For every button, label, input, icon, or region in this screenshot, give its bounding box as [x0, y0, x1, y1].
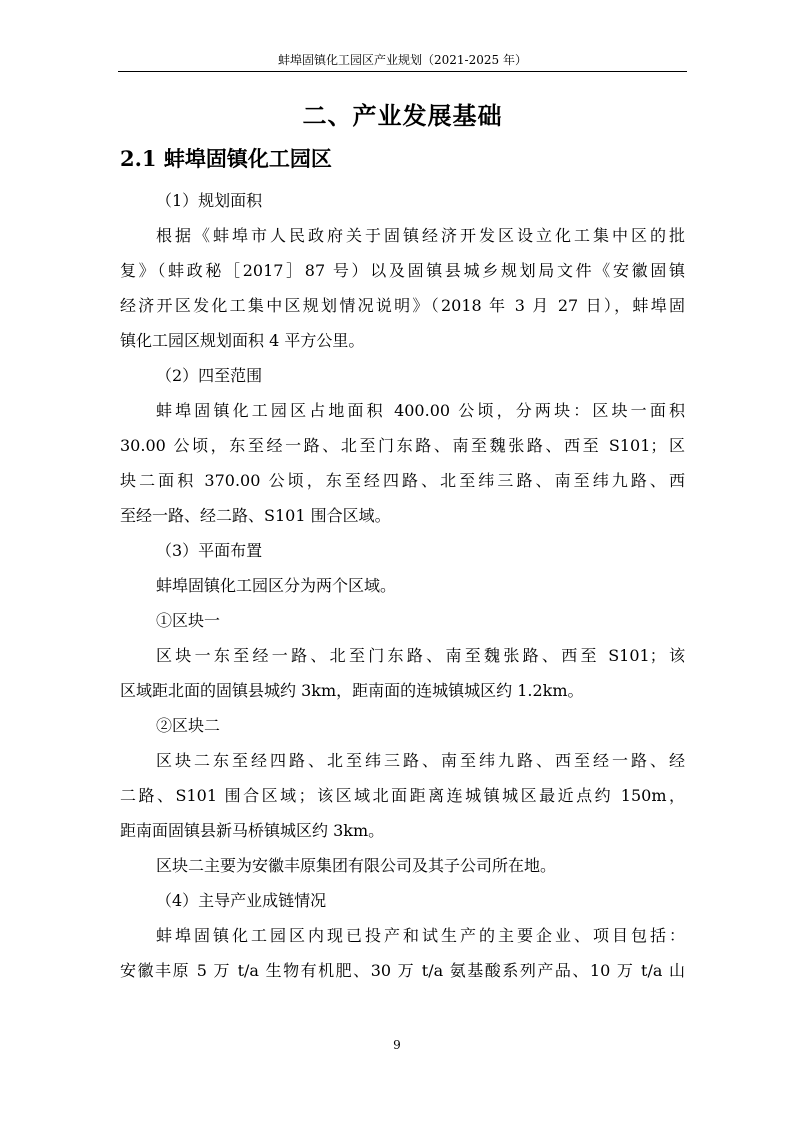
text-line: 蚌埠固镇化工园区内现已投产和试生产的主要企业、项目包括： [156, 926, 685, 945]
subheading-planning-area: （1）规划面积 [156, 191, 263, 210]
text-line: 区块一东至经一路、北至门东路、南至魏张路、西至 S101；该 [156, 646, 685, 665]
text-line: 区块二主要为安徽丰原集团有限公司及其子公司所在地。 [156, 856, 557, 875]
subheading-industry-chain: （4）主导产业成链情况 [156, 891, 327, 910]
page-number: 9 [393, 1038, 401, 1052]
text-line: 蚌埠固镇化工园区占地面积 400.00 公顷，分两块：区块一面积 [156, 401, 685, 420]
text-line: 区块二东至经四路、北至纬三路、南至纬九路、西至经一路、经 [156, 751, 685, 770]
text-line: 安徽丰原 5 万 t/a 生物有机肥、30 万 t/a 氨基酸系列产品、10 万 t/a 山 [120, 961, 685, 980]
paragraph-block-two-owner [120, 848, 685, 883]
subheading-boundaries: （2）四至范围 [156, 366, 263, 385]
text-line: 复》（蚌政秘［2017］87 号）以及固镇县城乡规划局文件《安徽固镇 [120, 261, 685, 280]
chapter-title: 二、产业发展基础 [302, 101, 503, 130]
text-line: 根据《蚌埠市人民政府关于固镇经济开发区设立化工集中区的批 [156, 226, 685, 245]
paragraph-industry-chain [120, 918, 685, 988]
subheading-block-one: ①区块一 [156, 611, 221, 630]
text-line: 二路、S101 围合区域；该区域北面距离连城镇城区最近点约 150m， [120, 786, 685, 805]
text-line: 30.00 公顷，东至经一路、北至门东路、南至魏张路、西至 S101；区 [120, 436, 685, 455]
paragraph-block-one [120, 638, 685, 708]
subheading-layout: （3）平面布置 [156, 541, 263, 560]
section-title: 2.1 蚌埠固镇化工园区 [120, 146, 332, 171]
paragraph-layout [120, 568, 685, 603]
running-header: 蚌埠固镇化工园区产业规划（2021-2025 年） [278, 53, 527, 67]
paragraph-boundaries [120, 393, 685, 533]
text-line: 块二面积 370.00 公顷，东至经四路、北至纬三路、南至纬九路、西 [120, 471, 685, 490]
text-line: 经济开区发化工集中区规划情况说明》（2018 年 3 月 27 日），蚌埠固 [120, 296, 685, 315]
subheading-block-two: ②区块二 [156, 716, 221, 735]
text-line: 至经一路、经二路、S101 围合区域。 [120, 506, 391, 525]
paragraph-block-two [120, 743, 685, 848]
text-line: 区域距北面的固镇县城约 3km，距南面的连城镇城区约 1.2km。 [120, 681, 584, 700]
header-divider [118, 71, 687, 72]
page-body [120, 95, 685, 988]
text-line: 距南面固镇县新马桥镇城区约 3km。 [120, 821, 385, 840]
text-line: 镇化工园区规划面积 4 平方公里。 [120, 331, 365, 350]
paragraph-planning-area [120, 218, 685, 358]
text-line: 蚌埠固镇化工园区分为两个区域。 [156, 576, 397, 595]
